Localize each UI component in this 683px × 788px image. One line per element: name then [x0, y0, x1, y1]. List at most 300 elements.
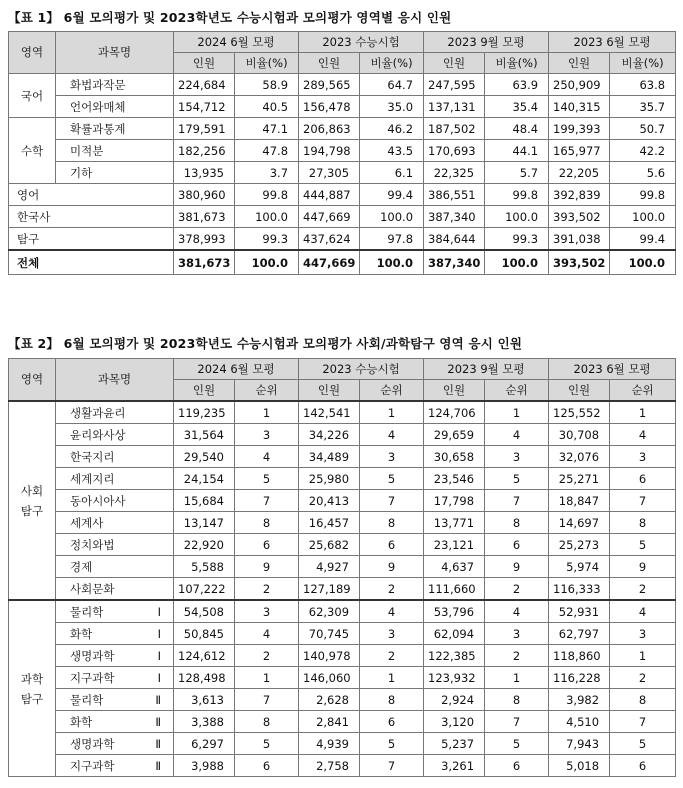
- count-cell: 4,939: [299, 733, 360, 755]
- count-cell: 437,624: [299, 228, 360, 251]
- rank-cell: 5: [610, 733, 676, 755]
- count-cell: 387,340: [424, 250, 485, 275]
- header-count: 인원: [174, 53, 235, 74]
- table-row: [9, 74, 676, 96]
- subject-cell: 물리학Ⅱ: [56, 689, 174, 711]
- ratio-cell: 42.2: [610, 140, 676, 162]
- count-cell: 70,745: [299, 623, 360, 645]
- area-cell: 국어: [9, 74, 56, 118]
- subject-cell: 지구과학Ⅰ: [56, 667, 174, 689]
- count-cell: 140,315: [549, 96, 610, 118]
- count-cell: 3,120: [424, 711, 485, 733]
- subject-cell: 확률과통계: [56, 118, 174, 140]
- count-cell: 13,771: [424, 512, 485, 534]
- header-group: 2023 9월 모평: [424, 32, 549, 53]
- count-cell: 32,076: [549, 446, 610, 468]
- rank-cell: 8: [235, 711, 299, 733]
- subject-cell: 생활과윤리: [56, 401, 174, 424]
- subject-cell: 물리학Ⅰ: [56, 600, 174, 623]
- count-cell: 6,297: [174, 733, 235, 755]
- ratio-cell: 43.5: [360, 140, 424, 162]
- table-row: [9, 424, 676, 446]
- table-row: [9, 512, 676, 534]
- total-row: [9, 250, 676, 275]
- ratio-cell: 100.0: [485, 250, 549, 275]
- count-cell: 146,060: [299, 667, 360, 689]
- table-row: [9, 162, 676, 184]
- ratio-cell: 35.7: [610, 96, 676, 118]
- header-group: 2023 9월 모평: [424, 359, 549, 380]
- count-cell: 3,388: [174, 711, 235, 733]
- count-cell: 13,935: [174, 162, 235, 184]
- subject-cell: 화학Ⅱ: [56, 711, 174, 733]
- rank-cell: 7: [485, 490, 549, 512]
- table-row: [9, 228, 676, 251]
- rank-cell: 8: [360, 512, 424, 534]
- count-cell: 50,845: [174, 623, 235, 645]
- rank-cell: 8: [235, 512, 299, 534]
- rank-cell: 9: [610, 556, 676, 578]
- ratio-cell: 47.8: [235, 140, 299, 162]
- count-cell: 23,121: [424, 534, 485, 556]
- count-cell: 23,546: [424, 468, 485, 490]
- rank-cell: 5: [485, 468, 549, 490]
- header-group: 2023 6월 모평: [549, 359, 676, 380]
- ratio-cell: 46.2: [360, 118, 424, 140]
- header-count: 인원: [299, 53, 360, 74]
- count-cell: 13,147: [174, 512, 235, 534]
- rank-cell: 9: [235, 556, 299, 578]
- count-cell: 444,887: [299, 184, 360, 206]
- count-cell: 16,457: [299, 512, 360, 534]
- subject-cell: 세계지리: [56, 468, 174, 490]
- header-subject: 과목명: [56, 359, 174, 402]
- science-group-label: [9, 600, 56, 777]
- rank-cell: 1: [360, 401, 424, 424]
- group-label-line: 탐구: [20, 503, 44, 518]
- count-cell: 154,712: [174, 96, 235, 118]
- rank-cell: 5: [360, 733, 424, 755]
- ratio-cell: 63.8: [610, 74, 676, 96]
- count-cell: 118,860: [549, 645, 610, 667]
- table2-inquiry-enrollment: [8, 358, 676, 777]
- ratio-cell: 97.8: [360, 228, 424, 251]
- count-cell: 187,502: [424, 118, 485, 140]
- rank-cell: 3: [610, 446, 676, 468]
- ratio-cell: 58.9: [235, 74, 299, 96]
- count-cell: 5,974: [549, 556, 610, 578]
- rank-cell: 4: [485, 424, 549, 446]
- area-cell: 전체: [9, 250, 174, 275]
- subject-cell: 세계사: [56, 512, 174, 534]
- header-ratio: 비율(%): [610, 53, 676, 74]
- header-group: 2024 6월 모평: [174, 359, 299, 380]
- header-count: 인원: [549, 380, 610, 402]
- rank-cell: 3: [235, 424, 299, 446]
- count-cell: 4,637: [424, 556, 485, 578]
- count-cell: 17,798: [424, 490, 485, 512]
- count-cell: 111,660: [424, 578, 485, 601]
- count-cell: 30,708: [549, 424, 610, 446]
- header-area: 영역: [9, 32, 56, 74]
- count-cell: 62,094: [424, 623, 485, 645]
- subject-cell: 한국지리: [56, 446, 174, 468]
- group-label-line: 과학: [20, 671, 44, 686]
- subject-cell: 기하: [56, 162, 174, 184]
- count-cell: 124,706: [424, 401, 485, 424]
- count-cell: 2,841: [299, 711, 360, 733]
- rank-cell: 7: [235, 490, 299, 512]
- ratio-cell: 40.5: [235, 96, 299, 118]
- count-cell: 381,673: [174, 206, 235, 228]
- count-cell: 54,508: [174, 600, 235, 623]
- ratio-cell: 99.4: [610, 228, 676, 251]
- rank-cell: 4: [610, 424, 676, 446]
- ratio-cell: 5.7: [485, 162, 549, 184]
- count-cell: 250,909: [549, 74, 610, 96]
- rank-cell: 2: [235, 645, 299, 667]
- ratio-cell: 99.8: [610, 184, 676, 206]
- count-cell: 170,693: [424, 140, 485, 162]
- subject-cell: 화학Ⅰ: [56, 623, 174, 645]
- count-cell: 194,798: [299, 140, 360, 162]
- count-cell: 122,385: [424, 645, 485, 667]
- rank-cell: 1: [610, 645, 676, 667]
- count-cell: 29,659: [424, 424, 485, 446]
- rank-cell: 7: [360, 490, 424, 512]
- header-rank: 순위: [485, 380, 549, 402]
- count-cell: 447,669: [299, 206, 360, 228]
- table2-title: 【표 2】 6월 모의평가 및 2023학년도 수능시험과 모의평가 사회/과학탐구 영역 응시 인원: [8, 336, 523, 351]
- header-ratio: 비율(%): [360, 53, 424, 74]
- subject-cell: 화법과작문: [56, 74, 174, 96]
- ratio-cell: 3.7: [235, 162, 299, 184]
- count-cell: 182,256: [174, 140, 235, 162]
- count-cell: 387,340: [424, 206, 485, 228]
- table-row: [9, 600, 676, 623]
- ratio-cell: 50.7: [610, 118, 676, 140]
- count-cell: 31,564: [174, 424, 235, 446]
- ratio-cell: 44.1: [485, 140, 549, 162]
- rank-cell: 5: [360, 468, 424, 490]
- count-cell: 27,305: [299, 162, 360, 184]
- ratio-cell: 100.0: [610, 250, 676, 275]
- count-cell: 384,644: [424, 228, 485, 251]
- count-cell: 124,612: [174, 645, 235, 667]
- rank-cell: 6: [485, 755, 549, 777]
- count-cell: 18,847: [549, 490, 610, 512]
- subject-cell: 정치와법: [56, 534, 174, 556]
- rank-cell: 3: [485, 623, 549, 645]
- count-cell: 4,927: [299, 556, 360, 578]
- rank-cell: 1: [485, 401, 549, 424]
- ratio-cell: 48.4: [485, 118, 549, 140]
- rank-cell: 1: [235, 667, 299, 689]
- count-cell: 52,931: [549, 600, 610, 623]
- count-cell: 5,018: [549, 755, 610, 777]
- count-cell: 179,591: [174, 118, 235, 140]
- rank-cell: 5: [235, 733, 299, 755]
- rank-cell: 3: [360, 446, 424, 468]
- rank-cell: 6: [610, 468, 676, 490]
- subject-cell: 윤리와사상: [56, 424, 174, 446]
- subject-cell: 사회문화: [56, 578, 174, 601]
- count-cell: 107,222: [174, 578, 235, 601]
- social-group-label: [9, 401, 56, 600]
- count-cell: 22,205: [549, 162, 610, 184]
- table-row: [9, 667, 676, 689]
- count-cell: 119,235: [174, 401, 235, 424]
- subject-cell: 지구과학Ⅱ: [56, 755, 174, 777]
- count-cell: 62,797: [549, 623, 610, 645]
- count-cell: 128,498: [174, 667, 235, 689]
- rank-cell: 5: [610, 534, 676, 556]
- rank-cell: 6: [485, 534, 549, 556]
- table-row: [9, 206, 676, 228]
- subject-cell: 생명과학Ⅰ: [56, 645, 174, 667]
- ratio-cell: 64.7: [360, 74, 424, 96]
- count-cell: 5,237: [424, 733, 485, 755]
- table-row: [9, 755, 676, 777]
- area-cell: 한국사: [9, 206, 174, 228]
- count-cell: 20,413: [299, 490, 360, 512]
- count-cell: 3,988: [174, 755, 235, 777]
- count-cell: 7,943: [549, 733, 610, 755]
- subject-cell: 경제: [56, 556, 174, 578]
- count-cell: 3,982: [549, 689, 610, 711]
- rank-cell: 7: [610, 490, 676, 512]
- area-cell: 탐구: [9, 228, 174, 251]
- header-ratio: 비율(%): [485, 53, 549, 74]
- rank-cell: 2: [610, 578, 676, 601]
- ratio-cell: 6.1: [360, 162, 424, 184]
- count-cell: 125,552: [549, 401, 610, 424]
- subject-cell: 미적분: [56, 140, 174, 162]
- header-group: 2024 6월 모평: [174, 32, 299, 53]
- rank-cell: 6: [360, 534, 424, 556]
- ratio-cell: 100.0: [235, 250, 299, 275]
- table-row: [9, 556, 676, 578]
- table-row: [9, 446, 676, 468]
- count-cell: 30,658: [424, 446, 485, 468]
- table-row: [9, 689, 676, 711]
- count-cell: 22,920: [174, 534, 235, 556]
- rank-cell: 2: [360, 578, 424, 601]
- ratio-cell: 100.0: [485, 206, 549, 228]
- header-area: 영역: [9, 359, 56, 402]
- count-cell: 3,261: [424, 755, 485, 777]
- rank-cell: 9: [360, 556, 424, 578]
- rank-cell: 8: [485, 512, 549, 534]
- rank-cell: 7: [235, 689, 299, 711]
- count-cell: 22,325: [424, 162, 485, 184]
- count-cell: 14,697: [549, 512, 610, 534]
- rank-cell: 2: [485, 645, 549, 667]
- rank-cell: 2: [610, 667, 676, 689]
- count-cell: 378,993: [174, 228, 235, 251]
- ratio-cell: 35.4: [485, 96, 549, 118]
- rank-cell: 4: [610, 600, 676, 623]
- rank-cell: 1: [610, 401, 676, 424]
- count-cell: 224,684: [174, 74, 235, 96]
- count-cell: 392,839: [549, 184, 610, 206]
- rank-cell: 7: [485, 711, 549, 733]
- count-cell: 5,588: [174, 556, 235, 578]
- area-cell: 수학: [9, 118, 56, 184]
- rank-cell: 8: [360, 689, 424, 711]
- rank-cell: 7: [610, 711, 676, 733]
- rank-cell: 6: [360, 711, 424, 733]
- header-subject: 과목명: [56, 32, 174, 74]
- header-count: 인원: [424, 53, 485, 74]
- rank-cell: 6: [235, 534, 299, 556]
- ratio-cell: 35.0: [360, 96, 424, 118]
- header-group: 2023 수능시험: [299, 32, 424, 53]
- table-row: [9, 468, 676, 490]
- header-rank: 순위: [360, 380, 424, 402]
- rank-cell: 6: [610, 755, 676, 777]
- subject-cell: 동아시아사: [56, 490, 174, 512]
- rank-cell: 9: [485, 556, 549, 578]
- table-row: [9, 140, 676, 162]
- count-cell: 62,309: [299, 600, 360, 623]
- rank-cell: 6: [235, 755, 299, 777]
- table-row: [9, 534, 676, 556]
- header-count: 인원: [424, 380, 485, 402]
- rank-cell: 8: [610, 512, 676, 534]
- count-cell: 206,863: [299, 118, 360, 140]
- rank-cell: 5: [485, 733, 549, 755]
- ratio-cell: 100.0: [360, 206, 424, 228]
- header-count: 인원: [174, 380, 235, 402]
- rank-cell: 1: [485, 667, 549, 689]
- count-cell: 247,595: [424, 74, 485, 96]
- count-cell: 2,758: [299, 755, 360, 777]
- count-cell: 24,154: [174, 468, 235, 490]
- count-cell: 2,924: [424, 689, 485, 711]
- rank-cell: 8: [610, 689, 676, 711]
- count-cell: 25,271: [549, 468, 610, 490]
- rank-cell: 4: [485, 600, 549, 623]
- ratio-cell: 100.0: [235, 206, 299, 228]
- count-cell: 140,978: [299, 645, 360, 667]
- header-ratio: 비율(%): [235, 53, 299, 74]
- count-cell: 116,228: [549, 667, 610, 689]
- table-row: [9, 645, 676, 667]
- rank-cell: 4: [360, 424, 424, 446]
- subject-cell: 언어와매체: [56, 96, 174, 118]
- count-cell: 156,478: [299, 96, 360, 118]
- ratio-cell: 100.0: [360, 250, 424, 275]
- table-row: [9, 578, 676, 601]
- rank-cell: 3: [485, 446, 549, 468]
- count-cell: 53,796: [424, 600, 485, 623]
- ratio-cell: 47.1: [235, 118, 299, 140]
- count-cell: 137,131: [424, 96, 485, 118]
- count-cell: 116,333: [549, 578, 610, 601]
- table-row: [9, 490, 676, 512]
- count-cell: 142,541: [299, 401, 360, 424]
- count-cell: 127,189: [299, 578, 360, 601]
- rank-cell: 2: [360, 645, 424, 667]
- ratio-cell: 63.9: [485, 74, 549, 96]
- count-cell: 25,682: [299, 534, 360, 556]
- count-cell: 34,226: [299, 424, 360, 446]
- rank-cell: 2: [235, 578, 299, 601]
- rank-cell: 1: [235, 401, 299, 424]
- count-cell: 25,980: [299, 468, 360, 490]
- ratio-cell: 99.3: [235, 228, 299, 251]
- ratio-cell: 99.8: [235, 184, 299, 206]
- table-row: [9, 711, 676, 733]
- header-rank: 순위: [610, 380, 676, 402]
- subject-cell: 생명과학Ⅱ: [56, 733, 174, 755]
- rank-cell: 7: [360, 755, 424, 777]
- count-cell: 165,977: [549, 140, 610, 162]
- table-row: [9, 184, 676, 206]
- rank-cell: 4: [360, 600, 424, 623]
- count-cell: 393,502: [549, 206, 610, 228]
- rank-cell: 1: [360, 667, 424, 689]
- count-cell: 381,673: [174, 250, 235, 275]
- ratio-cell: 99.3: [485, 228, 549, 251]
- count-cell: 25,273: [549, 534, 610, 556]
- group-label-line: 탐구: [20, 691, 44, 706]
- header-count: 인원: [549, 53, 610, 74]
- rank-cell: 4: [235, 446, 299, 468]
- table-row: [9, 623, 676, 645]
- count-cell: 4,510: [549, 711, 610, 733]
- count-cell: 15,684: [174, 490, 235, 512]
- ratio-cell: 5.6: [610, 162, 676, 184]
- count-cell: 380,960: [174, 184, 235, 206]
- group-label-line: 사회: [20, 483, 44, 498]
- table-row: [9, 733, 676, 755]
- rank-cell: 4: [235, 623, 299, 645]
- count-cell: 3,613: [174, 689, 235, 711]
- header-group: 2023 6월 모평: [549, 32, 676, 53]
- table1-title: 【표 1】 6월 모의평가 및 2023학년도 수능시험과 모의평가 영역별 응시 인원: [8, 10, 452, 25]
- rank-cell: 5: [235, 468, 299, 490]
- table-row: [9, 96, 676, 118]
- count-cell: 289,565: [299, 74, 360, 96]
- table-row: [9, 401, 676, 424]
- rank-cell: 8: [485, 689, 549, 711]
- count-cell: 123,932: [424, 667, 485, 689]
- count-cell: 29,540: [174, 446, 235, 468]
- header-rank: 순위: [235, 380, 299, 402]
- count-cell: 447,669: [299, 250, 360, 275]
- header-group: 2023 수능시험: [299, 359, 424, 380]
- rank-cell: 3: [235, 600, 299, 623]
- rank-cell: 3: [610, 623, 676, 645]
- rank-cell: 3: [360, 623, 424, 645]
- count-cell: 34,489: [299, 446, 360, 468]
- count-cell: 199,393: [549, 118, 610, 140]
- table1-enrollment-by-area: [8, 31, 676, 275]
- header-count: 인원: [299, 380, 360, 402]
- count-cell: 2,628: [299, 689, 360, 711]
- table-row: [9, 118, 676, 140]
- ratio-cell: 100.0: [610, 206, 676, 228]
- area-cell: 영어: [9, 184, 174, 206]
- count-cell: 391,038: [549, 228, 610, 251]
- ratio-cell: 99.4: [360, 184, 424, 206]
- count-cell: 386,551: [424, 184, 485, 206]
- ratio-cell: 99.8: [485, 184, 549, 206]
- rank-cell: 2: [485, 578, 549, 601]
- count-cell: 393,502: [549, 250, 610, 275]
